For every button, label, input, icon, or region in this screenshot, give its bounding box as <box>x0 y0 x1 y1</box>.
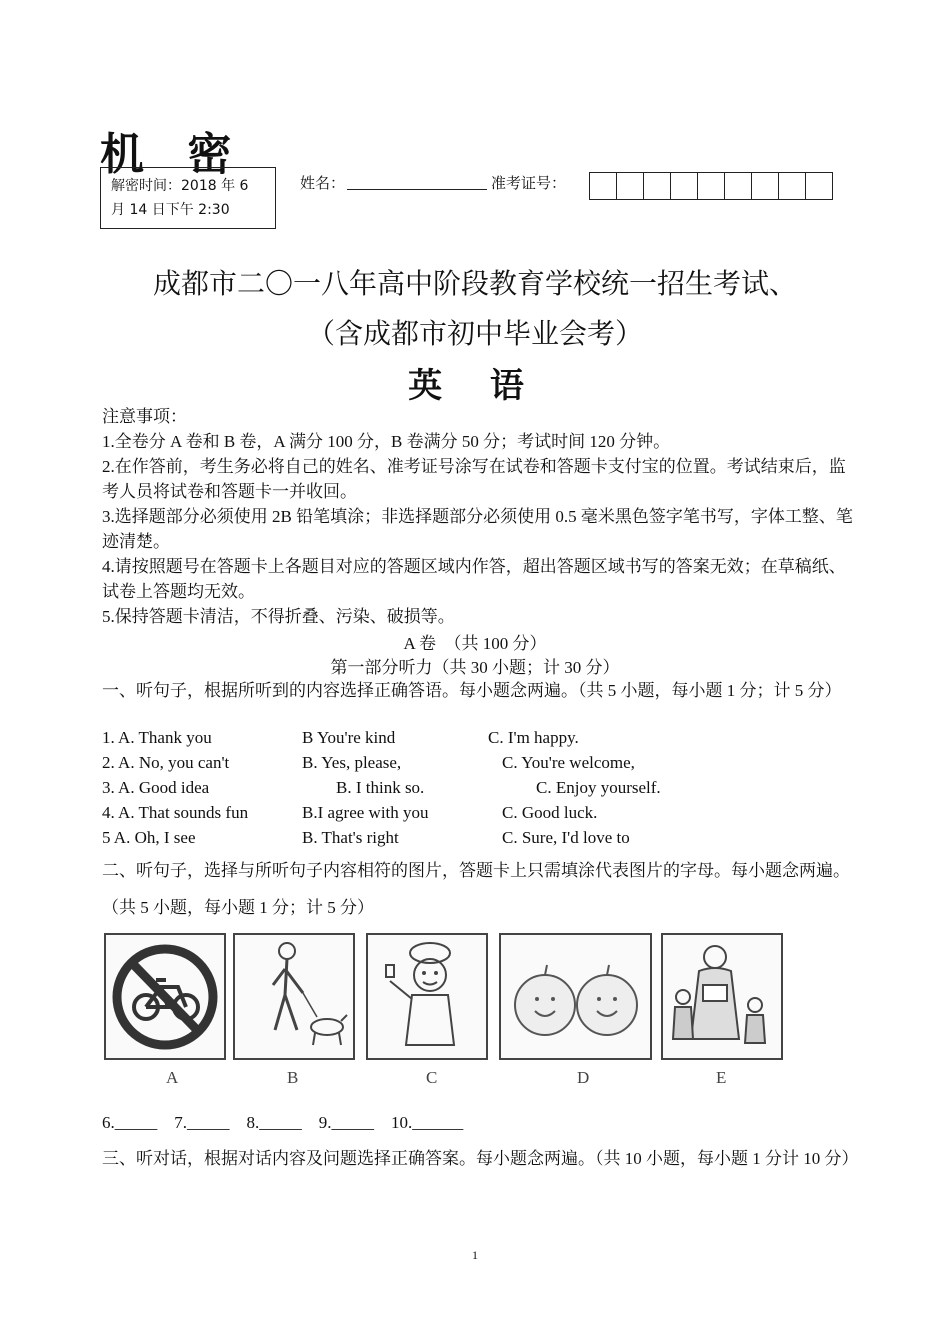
q5-option-c: C. Sure, I'd love to <box>502 828 630 847</box>
name-field[interactable] <box>347 175 487 190</box>
id-digit-box[interactable] <box>589 172 617 200</box>
secret-label: 机 密 <box>100 129 246 180</box>
q4-option-c: C. Good luck. <box>502 803 598 822</box>
q5-option-a: 5 A. Oh, I see <box>102 828 196 847</box>
picture-label-d: D <box>577 1068 590 1087</box>
notes-heading: 注意事项： <box>102 407 187 426</box>
picture-reading-family <box>661 933 783 1060</box>
picture-cook <box>366 933 488 1060</box>
note-5: 5.保持答题卡清洁，不得折叠、污染、破损等。 <box>102 607 455 626</box>
section3-instructions: 三、听对话，根据对话内容及问题选择正确答案。每小题念两遍。（共 10 小题，每小题 1 分计 10 分） <box>102 1149 859 1168</box>
id-digit-box[interactable] <box>643 172 671 200</box>
man-walking-dog-icon <box>235 935 353 1058</box>
id-digit-box[interactable] <box>724 172 752 200</box>
name-label: 姓名： <box>300 176 346 192</box>
section2-instructions: 二、听句子，选择与所听句子内容相符的图片，答题卡上只需填涂代表图片的字母。每小题念两遍。（共 5 小题，每小题 1 分；计 5 分） <box>102 861 850 917</box>
q1-option-b: B You're kind <box>302 728 396 747</box>
picture-walking-dog <box>233 933 355 1060</box>
q3-option-a: 3. A. Good idea <box>102 778 210 797</box>
picture-label-b: B <box>287 1068 299 1087</box>
q3-option-b: B. I think so. <box>336 778 425 797</box>
exam-title: 成都市二〇一八年高中阶段教育学校统一招生考试、 <box>152 269 797 300</box>
q4-option-b: B.I agree with you <box>302 803 429 822</box>
picture-label-a: A <box>166 1068 179 1087</box>
q1-option-c: C. I'm happy. <box>488 728 579 747</box>
q2-option-b: B. Yes, please, <box>302 753 402 772</box>
name-id-bar <box>300 172 566 193</box>
picture-label-e: E <box>716 1068 727 1087</box>
answer-blanks: 6._____ 7._____ 8._____ 9._____ 10.______ <box>102 1113 464 1132</box>
no-bicycle-icon <box>106 935 224 1058</box>
id-digit-box[interactable] <box>697 172 725 200</box>
cook-icon <box>368 935 486 1058</box>
note-2: 2.在作答前，考生务必将自己的姓名、准考证号涂写在试卷和答题卡支付宝的位置。考试结束后，监考人员将试卷和答题卡一并收回。 <box>102 457 846 501</box>
part1-heading: 第一部分听力（共 30 小题；计 30 分） <box>330 658 620 677</box>
decrypt-time-line2: 月 14 日下午 2:30 <box>111 202 230 218</box>
id-label: 准考证号： <box>491 176 567 192</box>
q3-option-c: C. Enjoy yourself. <box>536 778 661 797</box>
q2-option-c: C. You're welcome, <box>502 753 635 772</box>
id-digit-box[interactable] <box>805 172 833 200</box>
id-digit-box[interactable] <box>751 172 779 200</box>
q2-option-a: 2. A. No, you can't <box>102 753 230 772</box>
q4-option-a: 4. A. That sounds fun <box>102 803 249 822</box>
id-digit-box[interactable] <box>778 172 806 200</box>
note-3: 3.选择题部分必须使用 2B 铅笔填涂；非选择题部分必须使用 0.5 毫米黑色签字笔书写，字体工整、笔迹清楚。 <box>102 507 853 551</box>
family-reading-icon <box>663 935 781 1058</box>
picture-oranges <box>499 933 652 1060</box>
id-digit-box[interactable] <box>616 172 644 200</box>
picture-no-bicycle <box>104 933 226 1060</box>
subject-title: 英 语 <box>408 366 542 406</box>
q5-option-b: B. That's right <box>302 828 399 847</box>
page-number: 1 <box>472 1248 478 1262</box>
exam-subtitle: （含成都市初中毕业会考） <box>306 319 643 350</box>
decrypt-time-box <box>100 167 276 229</box>
id-digit-box[interactable] <box>670 172 698 200</box>
q1-option-a: 1. A. Thank you <box>102 728 212 747</box>
oranges-icon <box>501 935 650 1058</box>
note-4: 4.请按照题号在答题卡上各题目对应的答题区域内作答，超出答题区域书写的答案无效；在草稿纸、试卷上答题均无效。 <box>102 557 846 601</box>
id-number-boxes[interactable] <box>590 172 833 200</box>
section1-instructions: 一、听句子，根据所听到的内容选择正确答语。每小题念两遍。（共 5 小题，每小题 1 分；计 5 分） <box>102 681 842 700</box>
decrypt-time-line1: 解密时间：2018 年 6 <box>111 178 249 194</box>
paper-a-heading: A 卷 （共 100 分） <box>403 634 547 653</box>
note-1: 1.全卷分 A 卷和 B 卷，A 满分 100 分，B 卷满分 50 分；考试时间 120 分钟。 <box>102 432 671 451</box>
picture-label-c: C <box>426 1068 438 1087</box>
